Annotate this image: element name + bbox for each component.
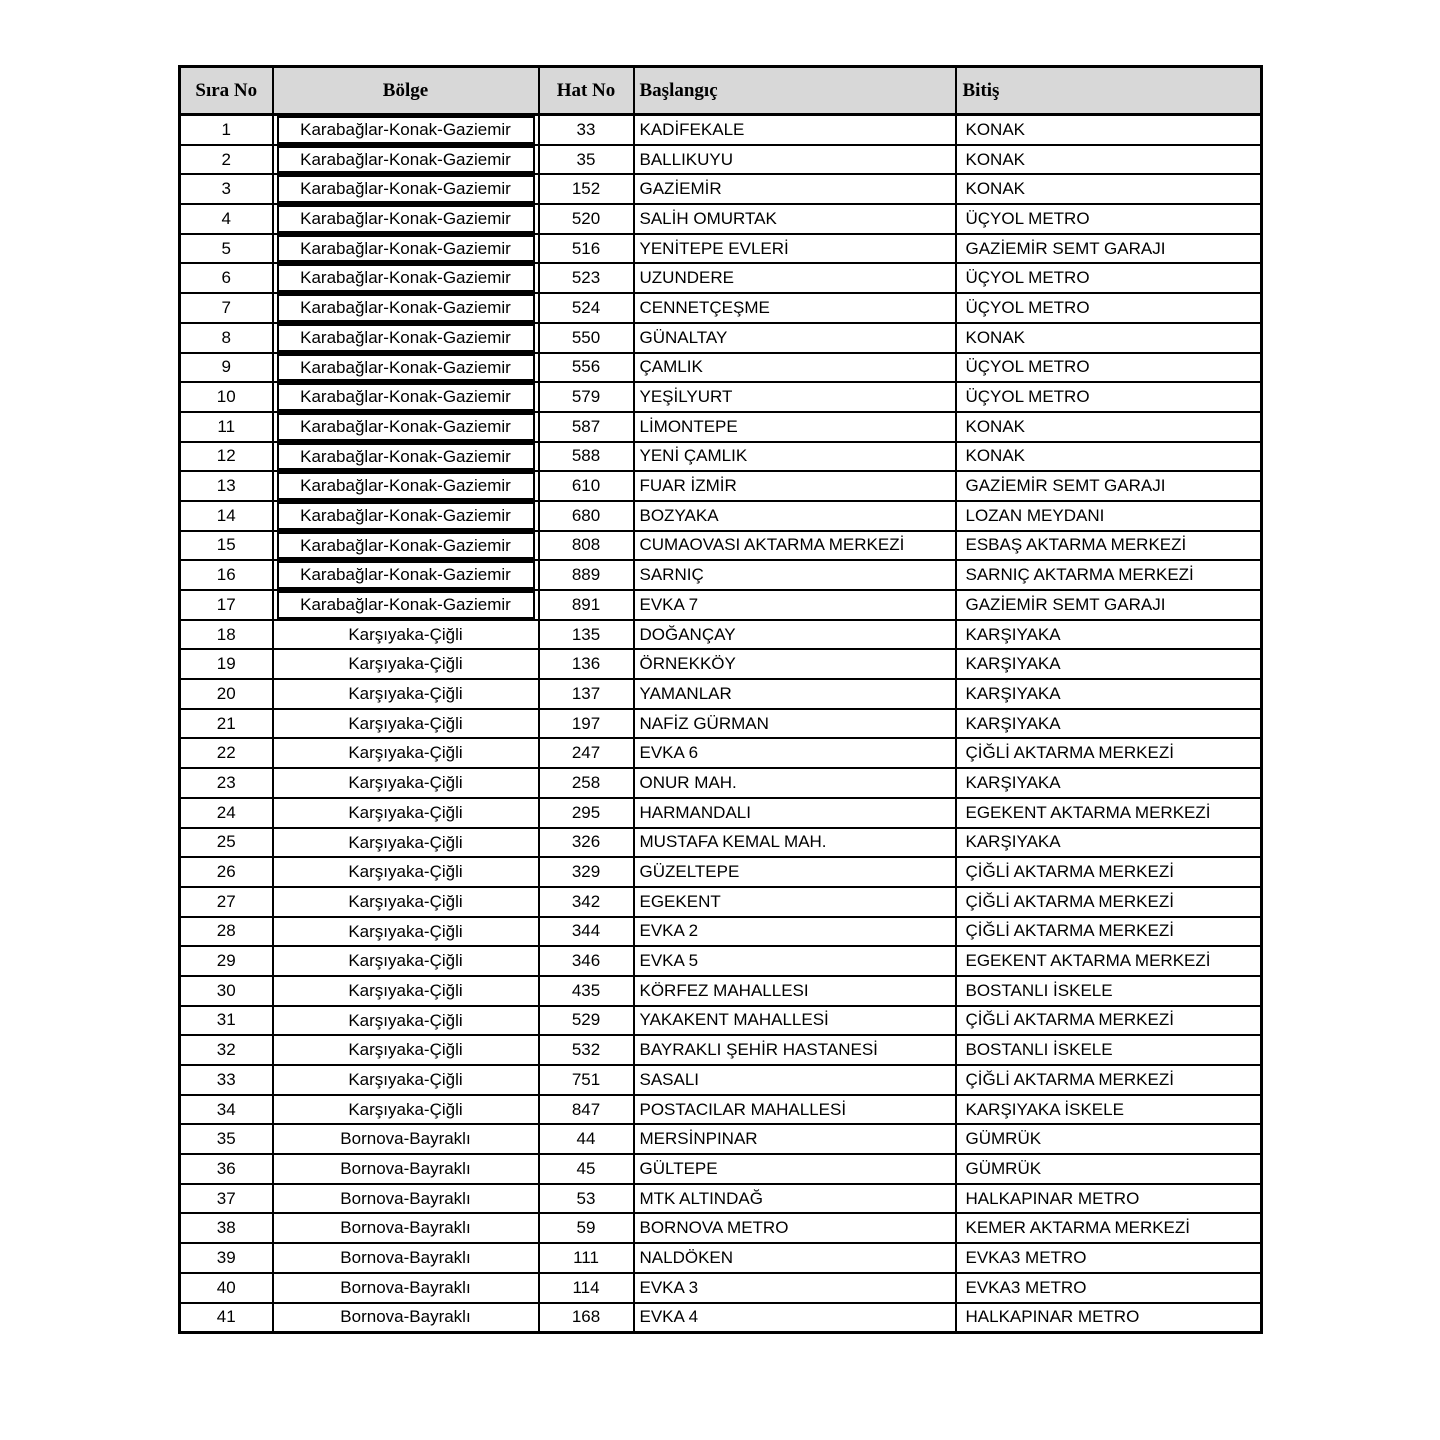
baslangic-cell: MERSİNPINAR <box>634 1124 956 1154</box>
sira-no-cell: 40 <box>180 1273 273 1303</box>
bolge-cell <box>273 412 539 442</box>
region-label: Karabağlar-Konak-Gaziemir <box>277 472 535 500</box>
table-row <box>180 382 1262 412</box>
sira-no-cell: 16 <box>180 560 273 590</box>
bitis-cell: KONAK <box>956 323 1262 353</box>
table-row <box>180 1184 1262 1214</box>
baslangic-cell: YENİ ÇAMLIK <box>634 442 956 472</box>
bitis-cell: GÜMRÜK <box>956 1154 1262 1184</box>
bolge-cell <box>273 1184 539 1214</box>
region-label: Karşıyaka-Çiğli <box>348 654 463 674</box>
bitis-cell: SARNIÇ AKTARMA MERKEZİ <box>956 560 1262 590</box>
bitis-cell: ESBAŞ AKTARMA MERKEZİ <box>956 531 1262 561</box>
sira-no-cell: 3 <box>180 174 273 204</box>
hat-no-cell: 35 <box>539 145 634 175</box>
bitis-cell: GAZİEMİR SEMT GARAJI <box>956 234 1262 264</box>
hat-no-cell: 33 <box>539 115 634 145</box>
table-row <box>180 1006 1262 1036</box>
region-label: Bornova-Bayraklı <box>340 1218 471 1238</box>
baslangic-cell: GÜNALTAY <box>634 323 956 353</box>
bitis-cell: ÇİĞLİ AKTARMA MERKEZİ <box>956 738 1262 768</box>
sira-no-cell: 35 <box>180 1124 273 1154</box>
baslangic-cell: EGEKENT <box>634 887 956 917</box>
table-row <box>180 1124 1262 1154</box>
table-row <box>180 709 1262 739</box>
bitis-cell: KARŞIYAKA İSKELE <box>956 1095 1262 1125</box>
bitis-cell: HALKAPINAR METRO <box>956 1184 1262 1214</box>
bolge-cell <box>273 531 539 561</box>
bitis-cell: KARŞIYAKA <box>956 768 1262 798</box>
hat-no-cell: 435 <box>539 976 634 1006</box>
sira-no-cell: 10 <box>180 382 273 412</box>
hat-no-cell: 344 <box>539 917 634 947</box>
hat-no-cell: 53 <box>539 1184 634 1214</box>
region-label: Karşıyaka-Çiğli <box>348 1099 463 1119</box>
bitis-cell: EGEKENT AKTARMA MERKEZİ <box>956 798 1262 828</box>
baslangic-cell: BAYRAKLI ŞEHİR HASTANESİ <box>634 1035 956 1065</box>
baslangic-cell: GÜZELTEPE <box>634 857 956 887</box>
baslangic-cell: MTK ALTINDAĞ <box>634 1184 956 1214</box>
bitis-cell: ÜÇYOL METRO <box>956 353 1262 383</box>
hat-no-cell: 516 <box>539 234 634 264</box>
region-label: Karabağlar-Konak-Gaziemir <box>277 443 535 471</box>
baslangic-cell: ÇAMLIK <box>634 353 956 383</box>
baslangic-cell: ÖRNEKKÖY <box>634 649 956 679</box>
bolge-cell <box>273 798 539 828</box>
region-label: Karabağlar-Konak-Gaziemir <box>277 413 535 441</box>
region-label: Karşıyaka-Çiğli <box>348 773 463 793</box>
region-label: Karabağlar-Konak-Gaziemir <box>277 205 535 233</box>
region-label: Karabağlar-Konak-Gaziemir <box>277 294 535 322</box>
table-row <box>180 1243 1262 1273</box>
hat-no-cell: 197 <box>539 709 634 739</box>
hat-no-cell: 346 <box>539 946 634 976</box>
hat-no-cell: 529 <box>539 1006 634 1036</box>
baslangic-cell: HARMANDALI <box>634 798 956 828</box>
sira-no-cell: 14 <box>180 501 273 531</box>
table-row <box>180 798 1262 828</box>
sira-no-cell: 41 <box>180 1303 273 1333</box>
hat-no-cell: 587 <box>539 412 634 442</box>
table-row <box>180 1303 1262 1333</box>
bitis-cell: ÇİĞLİ AKTARMA MERKEZİ <box>956 887 1262 917</box>
table-row <box>180 1065 1262 1095</box>
bitis-cell: KARŞIYAKA <box>956 709 1262 739</box>
hat-no-cell: 247 <box>539 738 634 768</box>
region-label: Bornova-Bayraklı <box>340 1248 471 1268</box>
hat-no-cell: 588 <box>539 442 634 472</box>
baslangic-cell: KADİFEKALE <box>634 115 956 145</box>
sira-no-cell: 13 <box>180 471 273 501</box>
bolge-cell <box>273 620 539 650</box>
sira-no-cell: 11 <box>180 412 273 442</box>
sira-no-cell: 38 <box>180 1213 273 1243</box>
sira-no-cell: 25 <box>180 828 273 858</box>
bolge-cell <box>273 590 539 620</box>
hat-no-cell: 59 <box>539 1213 634 1243</box>
bitis-cell: GAZİEMİR SEMT GARAJI <box>956 590 1262 620</box>
sira-no-cell: 36 <box>180 1154 273 1184</box>
table-row <box>180 204 1262 234</box>
bitis-cell: KARŞIYAKA <box>956 649 1262 679</box>
route-table-body <box>180 115 1262 1333</box>
column-header-baslangic: Başlangıç <box>634 67 956 115</box>
bitis-cell: EGEKENT AKTARMA MERKEZİ <box>956 946 1262 976</box>
baslangic-cell: DOĞANÇAY <box>634 620 956 650</box>
baslangic-cell: BALLIKUYU <box>634 145 956 175</box>
sira-no-cell: 39 <box>180 1243 273 1273</box>
table-row <box>180 263 1262 293</box>
bitis-cell: KARŞIYAKA <box>956 828 1262 858</box>
region-label: Karabağlar-Konak-Gaziemir <box>277 354 535 382</box>
hat-no-cell: 258 <box>539 768 634 798</box>
region-label: Karabağlar-Konak-Gaziemir <box>277 146 535 174</box>
sira-no-cell: 20 <box>180 679 273 709</box>
region-label: Karabağlar-Konak-Gaziemir <box>277 116 535 144</box>
bolge-cell <box>273 857 539 887</box>
sira-no-cell: 27 <box>180 887 273 917</box>
column-header-bitis: Bitiş <box>956 67 1262 115</box>
bolge-cell <box>273 115 539 145</box>
bolge-cell <box>273 501 539 531</box>
sira-no-cell: 19 <box>180 649 273 679</box>
bolge-cell <box>273 263 539 293</box>
hat-no-cell: 135 <box>539 620 634 650</box>
bolge-cell <box>273 1154 539 1184</box>
baslangic-cell: POSTACILAR MAHALLESİ <box>634 1095 956 1125</box>
hat-no-cell: 136 <box>539 649 634 679</box>
region-label: Karşıyaka-Çiğli <box>348 862 463 882</box>
table-row <box>180 234 1262 264</box>
sira-no-cell: 8 <box>180 323 273 353</box>
bolge-cell <box>273 471 539 501</box>
sira-no-cell: 30 <box>180 976 273 1006</box>
baslangic-cell: LİMONTEPE <box>634 412 956 442</box>
bitis-cell: ÜÇYOL METRO <box>956 263 1262 293</box>
hat-no-cell: 329 <box>539 857 634 887</box>
baslangic-cell: SALİH OMURTAK <box>634 204 956 234</box>
bolge-cell <box>273 1095 539 1125</box>
sira-no-cell: 17 <box>180 590 273 620</box>
hat-no-cell: 523 <box>539 263 634 293</box>
hat-no-cell: 680 <box>539 501 634 531</box>
bitis-cell: ÇİĞLİ AKTARMA MERKEZİ <box>956 1006 1262 1036</box>
baslangic-cell: YAKAKENT MAHALLESİ <box>634 1006 956 1036</box>
table-row <box>180 649 1262 679</box>
region-label: Karabağlar-Konak-Gaziemir <box>277 532 535 560</box>
table-row <box>180 442 1262 472</box>
region-label: Bornova-Bayraklı <box>340 1307 471 1327</box>
table-row <box>180 857 1262 887</box>
bolge-cell <box>273 1065 539 1095</box>
table-row <box>180 917 1262 947</box>
bolge-cell <box>273 946 539 976</box>
sira-no-cell: 9 <box>180 353 273 383</box>
baslangic-cell: KÖRFEZ MAHALLESI <box>634 976 956 1006</box>
region-label: Karabağlar-Konak-Gaziemir <box>277 561 535 589</box>
baslangic-cell: GAZİEMİR <box>634 174 956 204</box>
region-label: Karşıyaka-Çiğli <box>348 713 463 733</box>
bolge-cell <box>273 1006 539 1036</box>
hat-no-cell: 891 <box>539 590 634 620</box>
baslangic-cell: EVKA 4 <box>634 1303 956 1333</box>
table-row <box>180 501 1262 531</box>
bitis-cell: KARŞIYAKA <box>956 679 1262 709</box>
table-row <box>180 1273 1262 1303</box>
bolge-cell <box>273 560 539 590</box>
hat-no-cell: 751 <box>539 1065 634 1095</box>
bolge-cell <box>273 1273 539 1303</box>
baslangic-cell: MUSTAFA KEMAL MAH. <box>634 828 956 858</box>
table-row <box>180 323 1262 353</box>
table-row <box>180 620 1262 650</box>
bitis-cell: ÜÇYOL METRO <box>956 204 1262 234</box>
sira-no-cell: 37 <box>180 1184 273 1214</box>
hat-no-cell: 556 <box>539 353 634 383</box>
hat-no-cell: 137 <box>539 679 634 709</box>
bitis-cell: ÜÇYOL METRO <box>956 382 1262 412</box>
header-row <box>180 67 1262 115</box>
region-label: Karabağlar-Konak-Gaziemir <box>277 324 535 352</box>
bitis-cell: GÜMRÜK <box>956 1124 1262 1154</box>
region-label: Karşıyaka-Çiğli <box>348 1010 463 1030</box>
bolge-cell <box>273 976 539 1006</box>
table-row <box>180 738 1262 768</box>
region-label: Karabağlar-Konak-Gaziemir <box>277 502 535 530</box>
bitis-cell: ÇİĞLİ AKTARMA MERKEZİ <box>956 857 1262 887</box>
baslangic-cell: BOZYAKA <box>634 501 956 531</box>
column-header-hat-no: Hat No <box>539 67 634 115</box>
hat-no-cell: 114 <box>539 1273 634 1303</box>
bitis-cell: KONAK <box>956 145 1262 175</box>
hat-no-cell: 808 <box>539 531 634 561</box>
baslangic-cell: GÜLTEPE <box>634 1154 956 1184</box>
sira-no-cell: 33 <box>180 1065 273 1095</box>
region-label: Karabağlar-Konak-Gaziemir <box>277 591 535 619</box>
bolge-cell <box>273 145 539 175</box>
baslangic-cell: YENİTEPE EVLERİ <box>634 234 956 264</box>
table-row <box>180 590 1262 620</box>
bolge-cell <box>273 709 539 739</box>
table-row <box>180 1213 1262 1243</box>
sira-no-cell: 29 <box>180 946 273 976</box>
baslangic-cell: UZUNDERE <box>634 263 956 293</box>
sira-no-cell: 5 <box>180 234 273 264</box>
baslangic-cell: EVKA 3 <box>634 1273 956 1303</box>
bolge-cell <box>273 323 539 353</box>
baslangic-cell: CENNETÇEŞME <box>634 293 956 323</box>
table-row <box>180 115 1262 145</box>
region-label: Karşıyaka-Çiğli <box>348 980 463 1000</box>
bitis-cell: LOZAN MEYDANI <box>956 501 1262 531</box>
region-label: Karabağlar-Konak-Gaziemir <box>277 175 535 203</box>
bolge-cell <box>273 204 539 234</box>
sira-no-cell: 23 <box>180 768 273 798</box>
bolge-cell <box>273 1124 539 1154</box>
bolge-cell <box>273 1213 539 1243</box>
bolge-cell <box>273 382 539 412</box>
bitis-cell: BOSTANLI İSKELE <box>956 1035 1262 1065</box>
table-row <box>180 828 1262 858</box>
sira-no-cell: 1 <box>180 115 273 145</box>
bolge-cell <box>273 442 539 472</box>
bitis-cell: KONAK <box>956 412 1262 442</box>
region-label: Karşıyaka-Çiğli <box>348 624 463 644</box>
hat-no-cell: 342 <box>539 887 634 917</box>
bolge-cell <box>273 679 539 709</box>
sira-no-cell: 15 <box>180 531 273 561</box>
table-row <box>180 145 1262 175</box>
hat-no-cell: 45 <box>539 1154 634 1184</box>
bolge-cell <box>273 1303 539 1333</box>
sira-no-cell: 24 <box>180 798 273 828</box>
table-row <box>180 531 1262 561</box>
table-row <box>180 976 1262 1006</box>
table-row <box>180 1035 1262 1065</box>
column-header-bolge: Bölge <box>273 67 539 115</box>
baslangic-cell: EVKA 2 <box>634 917 956 947</box>
hat-no-cell: 889 <box>539 560 634 590</box>
sira-no-cell: 6 <box>180 263 273 293</box>
bolge-cell <box>273 738 539 768</box>
hat-no-cell: 44 <box>539 1124 634 1154</box>
table-row <box>180 768 1262 798</box>
bolge-cell <box>273 768 539 798</box>
hat-no-cell: 152 <box>539 174 634 204</box>
region-label: Karşıyaka-Çiğli <box>348 951 463 971</box>
bitis-cell: ÇİĞLİ AKTARMA MERKEZİ <box>956 1065 1262 1095</box>
bolge-cell <box>273 293 539 323</box>
bitis-cell: KARŞIYAKA <box>956 620 1262 650</box>
table-row <box>180 1095 1262 1125</box>
hat-no-cell: 111 <box>539 1243 634 1273</box>
sira-no-cell: 32 <box>180 1035 273 1065</box>
sira-no-cell: 18 <box>180 620 273 650</box>
bitis-cell: EVKA3 METRO <box>956 1243 1262 1273</box>
baslangic-cell: BORNOVA METRO <box>634 1213 956 1243</box>
table-row <box>180 887 1262 917</box>
hat-no-cell: 520 <box>539 204 634 234</box>
sira-no-cell: 26 <box>180 857 273 887</box>
bolge-cell <box>273 1035 539 1065</box>
baslangic-cell: NALDÖKEN <box>634 1243 956 1273</box>
region-label: Karşıyaka-Çiğli <box>348 802 463 822</box>
hat-no-cell: 168 <box>539 1303 634 1333</box>
route-table <box>178 65 1263 1334</box>
table-row <box>180 293 1262 323</box>
column-header-sira-no: Sıra No <box>180 67 273 115</box>
sira-no-cell: 28 <box>180 917 273 947</box>
region-label: Bornova-Bayraklı <box>340 1129 471 1149</box>
region-label: Bornova-Bayraklı <box>340 1277 471 1297</box>
table-row <box>180 471 1262 501</box>
table-row <box>180 353 1262 383</box>
baslangic-cell: FUAR İZMİR <box>634 471 956 501</box>
bolge-cell <box>273 828 539 858</box>
sira-no-cell: 4 <box>180 204 273 234</box>
bolge-cell <box>273 234 539 264</box>
bitis-cell: KONAK <box>956 174 1262 204</box>
baslangic-cell: SASALI <box>634 1065 956 1095</box>
bitis-cell: KEMER AKTARMA MERKEZİ <box>956 1213 1262 1243</box>
region-label: Karşıyaka-Çiğli <box>348 1040 463 1060</box>
table-row <box>180 412 1262 442</box>
region-label: Karşıyaka-Çiğli <box>348 1070 463 1089</box>
region-label: Karşıyaka-Çiğli <box>348 891 463 911</box>
table-row <box>180 560 1262 590</box>
baslangic-cell: ONUR MAH. <box>634 768 956 798</box>
region-label: Karşıyaka-Çiğli <box>348 832 463 852</box>
baslangic-cell: EVKA 7 <box>634 590 956 620</box>
baslangic-cell: SARNIÇ <box>634 560 956 590</box>
region-label: Bornova-Bayraklı <box>340 1188 471 1208</box>
baslangic-cell: YAMANLAR <box>634 679 956 709</box>
table-row <box>180 679 1262 709</box>
sira-no-cell: 7 <box>180 293 273 323</box>
bitis-cell: ÜÇYOL METRO <box>956 293 1262 323</box>
hat-no-cell: 579 <box>539 382 634 412</box>
bolge-cell <box>273 649 539 679</box>
bitis-cell: GAZİEMİR SEMT GARAJI <box>956 471 1262 501</box>
table-row <box>180 946 1262 976</box>
baslangic-cell: YEŞİLYURT <box>634 382 956 412</box>
region-label: Karabağlar-Konak-Gaziemir <box>277 383 535 411</box>
bitis-cell: BOSTANLI İSKELE <box>956 976 1262 1006</box>
hat-no-cell: 524 <box>539 293 634 323</box>
hat-no-cell: 532 <box>539 1035 634 1065</box>
baslangic-cell: EVKA 6 <box>634 738 956 768</box>
hat-no-cell: 326 <box>539 828 634 858</box>
region-label: Karşıyaka-Çiğli <box>348 921 463 941</box>
sira-no-cell: 12 <box>180 442 273 472</box>
region-label: Karşıyaka-Çiğli <box>348 684 463 704</box>
bitis-cell: EVKA3 METRO <box>956 1273 1262 1303</box>
bolge-cell <box>273 917 539 947</box>
bitis-cell: KONAK <box>956 115 1262 145</box>
sira-no-cell: 31 <box>180 1006 273 1036</box>
bolge-cell <box>273 887 539 917</box>
sira-no-cell: 22 <box>180 738 273 768</box>
bitis-cell: HALKAPINAR METRO <box>956 1303 1262 1333</box>
region-label: Bornova-Bayraklı <box>340 1159 471 1179</box>
region-label: Karabağlar-Konak-Gaziemir <box>277 235 535 263</box>
region-label: Karşıyaka-Çiğli <box>348 743 463 763</box>
table-row <box>180 1154 1262 1184</box>
hat-no-cell: 295 <box>539 798 634 828</box>
hat-no-cell: 610 <box>539 471 634 501</box>
bitis-cell: ÇİĞLİ AKTARMA MERKEZİ <box>956 917 1262 947</box>
hat-no-cell: 550 <box>539 323 634 353</box>
hat-no-cell: 847 <box>539 1095 634 1125</box>
sira-no-cell: 2 <box>180 145 273 175</box>
bolge-cell <box>273 353 539 383</box>
bolge-cell <box>273 174 539 204</box>
sira-no-cell: 34 <box>180 1095 273 1125</box>
sira-no-cell: 21 <box>180 709 273 739</box>
table-row <box>180 174 1262 204</box>
bolge-cell <box>273 1243 539 1273</box>
baslangic-cell: CUMAOVASI AKTARMA MERKEZİ <box>634 531 956 561</box>
baslangic-cell: NAFİZ GÜRMAN <box>634 709 956 739</box>
region-label: Karabağlar-Konak-Gaziemir <box>277 264 535 292</box>
baslangic-cell: EVKA 5 <box>634 946 956 976</box>
bitis-cell: KONAK <box>956 442 1262 472</box>
